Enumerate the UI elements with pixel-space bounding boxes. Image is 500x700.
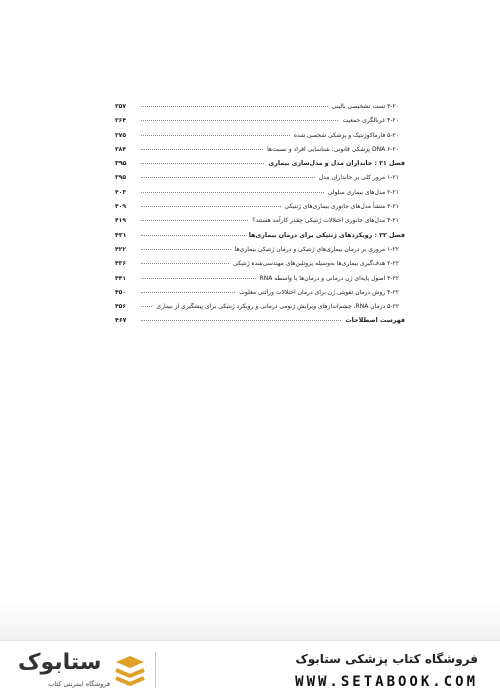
toc-page-number: ۳۸۴ bbox=[115, 145, 126, 153]
dot-leader bbox=[141, 177, 315, 178]
toc-entry-title: ۴-۲۰ غربالگری جمعیت bbox=[342, 117, 399, 125]
dot-leader bbox=[141, 220, 248, 221]
toc-section-row[interactable] bbox=[115, 189, 405, 203]
toc-page-number: ۴۴۱ bbox=[115, 274, 126, 282]
toc-section-row[interactable] bbox=[115, 203, 405, 217]
toc-page-number: ۴۵۶ bbox=[115, 303, 126, 311]
toc-entry-title: ۴-۲۱ مدل‌های جانوری اختلالات ژنتیکی چقدر کارآمد هستند؟ bbox=[252, 217, 399, 225]
dot-leader bbox=[141, 120, 338, 121]
dot-leader bbox=[141, 163, 264, 164]
toc-page-number: ۴۲۲ bbox=[115, 245, 126, 253]
dot-leader bbox=[141, 278, 256, 279]
toc-page-number: ۴۰۳ bbox=[115, 188, 126, 196]
table-of-contents bbox=[115, 103, 405, 332]
toc-entry-title: ۴-۲۲ روش درمان تقویتی ژن برای درمان اختلالات وراثتی مغلوب bbox=[239, 288, 399, 296]
toc-chapter-row[interactable] bbox=[115, 232, 405, 246]
toc-entry-title: ۶-۲۰ DNA پزشکی قانونی: شناسایی افراد و نسبت‌ها bbox=[267, 145, 399, 153]
dot-leader bbox=[141, 235, 245, 236]
toc-section-row[interactable] bbox=[115, 146, 405, 160]
toc-section-row[interactable] bbox=[115, 217, 405, 231]
toc-entry-title: ۳-۲۰ تست تشخیصی بالینی bbox=[331, 103, 399, 110]
toc-page-number: ۴۶۷ bbox=[115, 317, 127, 325]
toc-section-row[interactable] bbox=[115, 289, 405, 303]
toc-entry-title: ۵-۲۰ فارماکوژنتیک و پزشکی شخصی شده bbox=[293, 131, 399, 139]
toc-page-number: ۳۵۷ bbox=[115, 103, 126, 110]
footer-separator bbox=[155, 652, 156, 688]
dot-leader bbox=[141, 206, 281, 207]
toc-page-number: ۴۳۶ bbox=[115, 260, 126, 268]
dot-leader bbox=[141, 149, 263, 150]
logo-wordmark: ستابوک bbox=[18, 650, 102, 675]
toc-entry-title: فصل ۲۲ : رویکردهای ژنتیکی برای درمان بیماری‌ها bbox=[248, 231, 405, 239]
toc-entry-title: فهرست اصطلاحات bbox=[345, 317, 405, 325]
toc-entry-title: ۵-۲۲ درمان RNA، چشم‌اندازهای ویرایش ژنومی درمانی و رویکرد ژنتیکی برای پیشگیری از بیماری bbox=[156, 303, 399, 311]
dot-leader bbox=[141, 292, 235, 293]
toc-entry-title: ۳-۲۱ منشأ مدل‌های جانوری بیماری‌های ژنتیکی bbox=[284, 203, 399, 211]
toc-page-number: ۳۹۵ bbox=[115, 160, 127, 168]
footer-divider bbox=[0, 640, 500, 641]
toc-entry-title: ۲-۲۲ هدف‌گیری بیماری‌ها به‌وسیله پروتئین‌های مهندسی‌شده ژنتیکی bbox=[233, 260, 399, 268]
toc-section-row[interactable] bbox=[115, 260, 405, 274]
toc-section-row[interactable] bbox=[115, 117, 405, 131]
toc-entry-title: ۲-۲۱ مدل‌های بیماری سلولی bbox=[327, 188, 399, 196]
logo-tagline: فروشگاه اینترنتی کتاب bbox=[48, 680, 110, 688]
toc-page-number: ۴۱۹ bbox=[115, 217, 126, 225]
toc-section-row[interactable] bbox=[115, 303, 405, 317]
toc-page-number: ۳۶۴ bbox=[115, 117, 126, 125]
footer-banner bbox=[0, 640, 500, 700]
toc-section-row[interactable] bbox=[115, 174, 405, 188]
dot-leader bbox=[141, 135, 290, 136]
dot-leader bbox=[141, 320, 341, 321]
dot-leader bbox=[141, 249, 231, 250]
toc-section-row[interactable] bbox=[115, 246, 405, 260]
toc-section-row[interactable] bbox=[115, 132, 405, 146]
toc-page-number: ۴۵۰ bbox=[115, 288, 126, 296]
dot-leader bbox=[141, 192, 324, 193]
dot-leader bbox=[141, 263, 229, 264]
shop-title: فروشگاه کتاب پزشکی ستابوک bbox=[295, 652, 478, 666]
toc-chapter-row[interactable] bbox=[115, 317, 405, 331]
toc-page-number: ۴۰۹ bbox=[115, 203, 126, 211]
toc-page-number: ۴۲۱ bbox=[115, 231, 127, 239]
toc-section-row[interactable] bbox=[115, 275, 405, 289]
toc-entry-title: ۱-۲۱ مرور کلی بر جانداران مدل bbox=[318, 174, 399, 182]
shop-url-link[interactable]: WWW.SETABOOK.COM bbox=[295, 674, 478, 690]
book-stack-icon bbox=[110, 652, 150, 692]
toc-page-number: ۳۹۵ bbox=[115, 174, 126, 182]
toc-chapter-row[interactable] bbox=[115, 160, 405, 174]
toc-entry-title: ۳-۲۲ اصول پایه‌ای ژن درمانی و درمان‌ها با واسطه RNA bbox=[259, 274, 399, 282]
brand-logo[interactable] bbox=[18, 650, 148, 694]
toc-entry-title: ۱-۲۲ مروری بر درمان بیماری‌های ژنتیکی و درمان ژنتیکی بیماری‌ها bbox=[234, 245, 399, 253]
dot-leader bbox=[141, 106, 328, 107]
dot-leader bbox=[141, 306, 152, 307]
toc-section-row[interactable] bbox=[115, 103, 405, 117]
toc-page-number: ۳۷۵ bbox=[115, 131, 126, 139]
toc-entry-title: فصل ۲۱ : جانداران مدل و مدل‌سازی بیماری bbox=[268, 160, 405, 168]
